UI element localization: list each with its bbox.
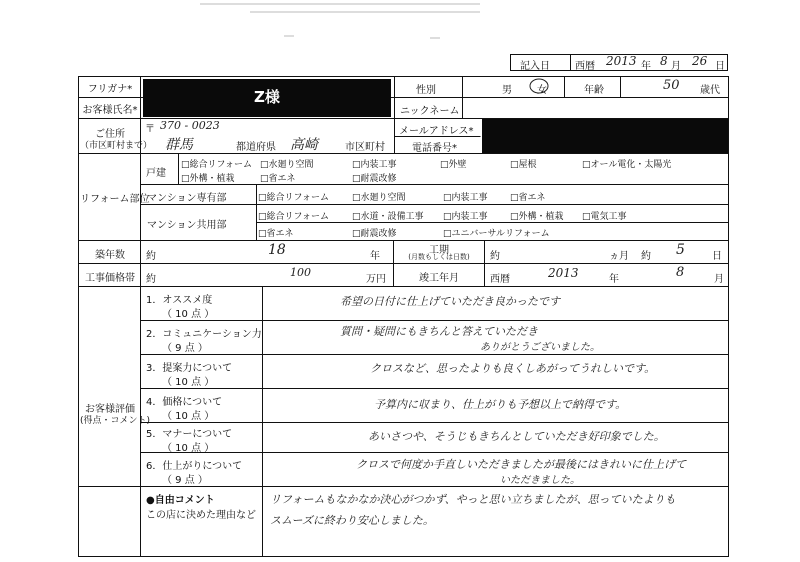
house-opt-4[interactable]: □外壁 xyxy=(440,160,467,170)
building-age-prefix: 約 xyxy=(146,251,156,262)
date-month: 8 xyxy=(660,54,668,68)
eval-4-title: 4．価格について xyxy=(146,397,223,408)
zip-prefix: 〒 xyxy=(145,124,155,135)
completion-month-unit: 月 xyxy=(714,274,724,285)
eval-2-comment: 質問・疑問にもきちんと答えていただき xyxy=(340,325,538,338)
prefecture-suffix: 都道府県 xyxy=(236,142,276,153)
building-age-label: 築年数 xyxy=(95,250,125,261)
completion-label: 竣工年月 xyxy=(419,273,459,284)
age-unit: 歳代 xyxy=(700,85,720,96)
free-comment-sub: この店に決めた理由など xyxy=(146,510,256,521)
condo-shared-label: マンション共用部 xyxy=(147,220,227,231)
eval-5-score: （ 10 点 ） xyxy=(162,443,215,454)
phone-label: 電話番号* xyxy=(412,143,457,154)
building-age-value: 18 xyxy=(268,242,286,258)
free-comment-line-1: リフォームもなかなか決心がつかず、やっと思い立ちましたが、思っていたよりも xyxy=(270,493,676,506)
house-opt-9[interactable]: □耐震改修 xyxy=(352,174,397,184)
eval-4-score: （ 10 点 ） xyxy=(162,411,215,422)
gender-female: 女 xyxy=(537,85,547,96)
condo-private-opt-2[interactable]: □水廻り空間 xyxy=(352,193,406,203)
condo-shared-opt-6[interactable]: □省エネ xyxy=(258,229,294,239)
age-value: 50 xyxy=(663,78,680,93)
price-unit: 万円 xyxy=(366,274,386,285)
city-suffix: 市区町村 xyxy=(345,142,385,153)
price-label: 工事価格帯 xyxy=(85,273,135,284)
eval-1-comment: 希望の日付に仕上げていただき良かったです xyxy=(340,295,560,308)
eval-2-score: （ 9 点 ） xyxy=(162,343,208,354)
condo-private-label: マンション専有部 xyxy=(147,193,227,204)
house-label: 戸建 xyxy=(146,168,166,179)
date-era: 西暦 xyxy=(575,61,595,72)
duration-day-unit: 日 xyxy=(712,251,722,262)
price-prefix: 約 xyxy=(146,274,156,285)
furigana-label: フリガナ* xyxy=(87,84,133,95)
eval-2-comment-2: ありがとうございました。 xyxy=(480,342,600,353)
evaluation-sub: (得点・コメント) xyxy=(80,416,151,426)
eval-6-comment-2: いただきました。 xyxy=(500,475,580,486)
condo-private-opt-4[interactable]: □省エネ xyxy=(510,193,546,203)
condo-shared-opt-1[interactable]: □総合リフォーム xyxy=(258,212,330,222)
price-value: 100 xyxy=(290,266,311,279)
date-year-unit: 年 xyxy=(641,61,651,72)
name-label: お客様氏名* xyxy=(82,105,138,116)
completion-year: 2013 xyxy=(548,266,579,280)
duration-prefix: 約 xyxy=(490,251,500,262)
city-value: 高崎 xyxy=(290,137,318,153)
nickname-label: ニックネーム xyxy=(400,106,460,117)
eval-3-score: （ 10 点 ） xyxy=(162,377,215,388)
address-label: ご住所 xyxy=(95,129,125,140)
eval-5-title: 5．マナーについて xyxy=(146,429,233,440)
age-label: 年齢 xyxy=(584,85,604,96)
eval-1-score: （ 10 点 ） xyxy=(162,309,215,320)
house-opt-2[interactable]: □水廻り空間 xyxy=(260,160,314,170)
house-opt-3[interactable]: □内装工事 xyxy=(352,160,397,170)
duration-days: 5 xyxy=(676,242,685,258)
zip-code: 370 - 0023 xyxy=(160,119,220,132)
completion-month: 8 xyxy=(676,265,685,280)
duration-label: 工期 xyxy=(429,245,449,256)
house-opt-5[interactable]: □屋根 xyxy=(510,160,537,170)
condo-private-opt-1[interactable]: □総合リフォーム xyxy=(258,193,330,203)
eval-6-comment: クロスで何度か手直しいただきましたが最後にはきれいに仕上げて xyxy=(356,458,686,471)
gender-circle-mark xyxy=(528,77,550,95)
condo-shared-opt-2[interactable]: □水道・設備工事 xyxy=(352,212,424,222)
condo-shared-opt-3[interactable]: □内装工事 xyxy=(443,212,488,222)
house-opt-6[interactable]: □オール電化・太陽光 xyxy=(582,160,672,170)
evaluation-label: お客様評価 xyxy=(85,404,135,415)
free-comment-label: ●自由コメント xyxy=(146,495,215,506)
date-day-unit: 日 xyxy=(715,61,725,72)
date-month-unit: 月 xyxy=(671,61,681,72)
house-opt-7[interactable]: □外構・植栽 xyxy=(181,174,235,184)
email-label: メールアドレス* xyxy=(399,126,474,137)
prefecture-value: 群馬 xyxy=(165,137,193,153)
house-opt-8[interactable]: □省エネ xyxy=(260,174,296,184)
condo-shared-opt-7[interactable]: □耐震改修 xyxy=(352,229,397,239)
date-year: 2013 xyxy=(606,54,637,68)
eval-6-title: 6．仕上がりについて xyxy=(146,461,243,472)
reform-label: リフォーム部位 xyxy=(80,194,150,205)
eval-1-title: 1．オススメ度 xyxy=(146,295,213,306)
contact-redaction xyxy=(482,119,728,153)
address-sub: （市区町村まで） xyxy=(80,141,153,151)
duration-month-unit: ヵ月 xyxy=(609,251,629,262)
condo-shared-opt-4[interactable]: □外構・植栽 xyxy=(510,212,564,222)
eval-3-comment: クロスなど、思ったよりも良くしあがってうれしいです。 xyxy=(370,362,656,375)
eval-3-title: 3．提案力について xyxy=(146,363,233,374)
duration-sub: (月数もしくは日数) xyxy=(408,253,470,261)
gender-male: 男 xyxy=(502,85,512,96)
completion-era: 西暦 xyxy=(490,274,510,285)
eval-2-title: 2．コミュニケーション力 xyxy=(146,329,262,340)
customer-name: Z様 xyxy=(254,88,280,106)
condo-shared-opt-5[interactable]: □電気工事 xyxy=(582,212,627,222)
duration-prefix-2: 約 xyxy=(641,251,651,262)
free-comment-line-2: スムーズに終わり安心しました。 xyxy=(270,514,434,527)
gender-label: 性別 xyxy=(416,85,436,96)
building-age-unit: 年 xyxy=(370,251,380,262)
date-label: 記入日 xyxy=(520,61,550,72)
date-day: 26 xyxy=(692,54,708,68)
eval-6-score: （ 9 点 ） xyxy=(162,475,208,486)
completion-year-unit: 年 xyxy=(609,274,619,285)
house-opt-1[interactable]: □総合リフォーム xyxy=(181,160,253,170)
condo-shared-opt-8[interactable]: □ユニバーサルリフォーム xyxy=(443,229,550,239)
eval-4-comment: 予算内に収まり、仕上がりも予想以上で納得です。 xyxy=(374,398,627,411)
condo-private-opt-3[interactable]: □内装工事 xyxy=(443,193,488,203)
eval-5-comment: あいさつや、そうじもきちんとしていただき好印象でした。 xyxy=(368,430,665,443)
